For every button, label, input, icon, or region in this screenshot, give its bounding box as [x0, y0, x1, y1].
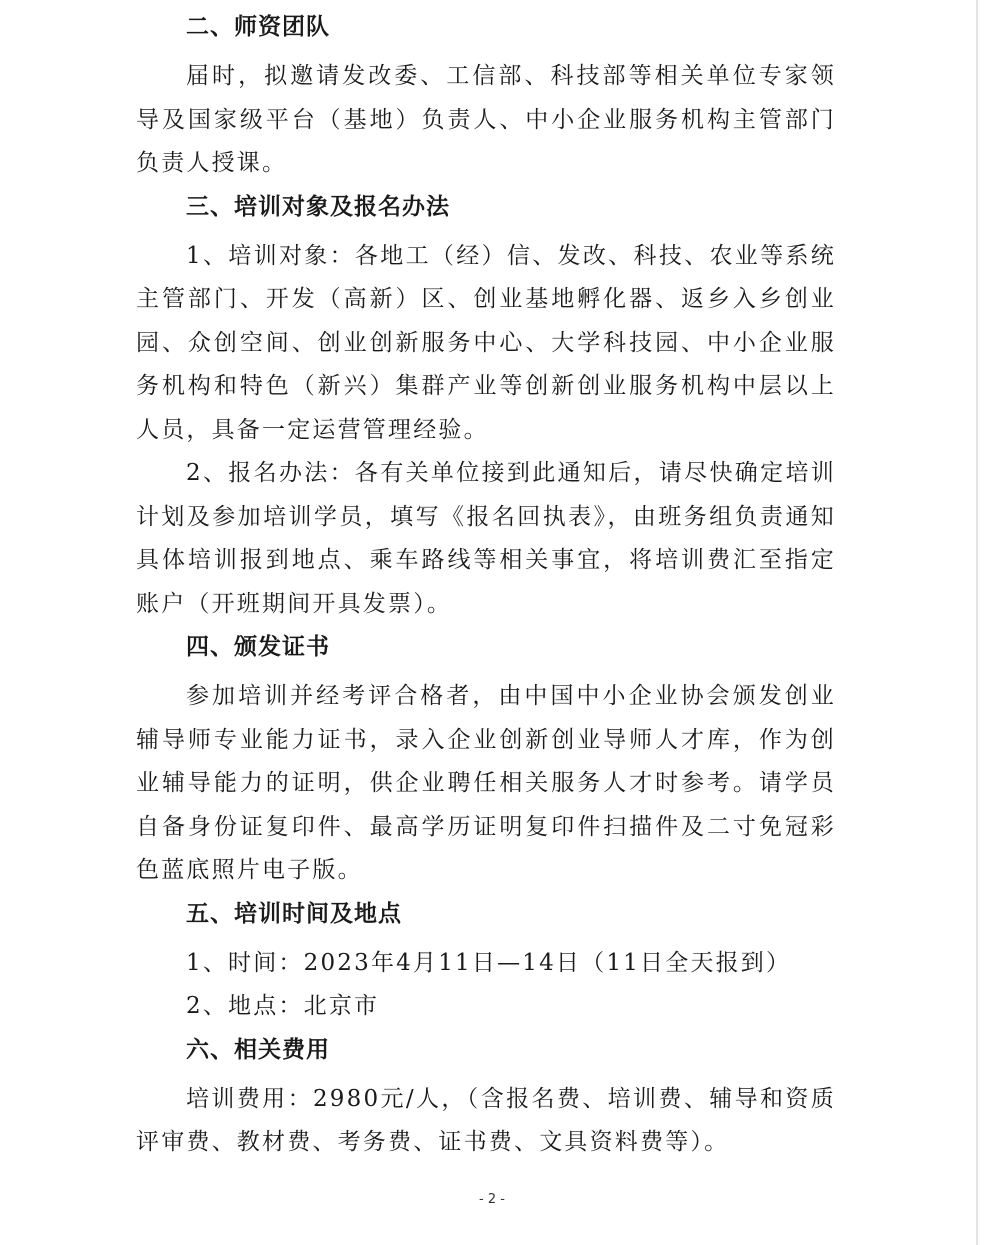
section-heading-fees: 六、相关费用: [186, 1036, 330, 1063]
paragraph-training-targets: 1、培训对象：各地工（经）信、发改、科技、农业等系统主管部门、开发（高新）区、创业基地孵化器、返乡入乡创业园、众创空间、创业创新服务中心、大学科技园、中小企业服务机构和特色（新兴）集群产业等创新创业服务机构中层以上人员，具备一定运营管理经验。: [136, 242, 836, 443]
paragraph-location: 2、地点：北京市: [186, 993, 380, 1019]
paragraph-registration-method: 2、报名办法：各有关单位接到此通知后，请尽快确定培训计划及参加培训学员，填写《报名回执表》，由班务组负责通知具体培训报到地点、乘车路线等相关事宜，将培训费汇至指定账户（开班期间开具发票）。: [136, 460, 836, 617]
section-heading-time-location: 五、培训时间及地点: [186, 900, 402, 927]
document-page: [136, 12, 836, 1165]
section-heading-faculty: 二、师资团队: [186, 14, 330, 40]
paragraph-certificate: 参加培训并经考评合格者，由中国中小企业协会颁发创业辅导师专业能力证书，录入企业创新创业导师人才库，作为创业辅导能力的证明，供企业聘任相关服务人才时参考。请学员自备身份证复印件、最高学历证明复印件扫描件及二寸免冠彩色蓝底照片电子版。: [136, 683, 836, 883]
page-edge-line: [976, 0, 978, 1245]
paragraph-time: 1、时间：2023年4月11日—14日（11日全天报到）: [186, 949, 792, 976]
page-number: - 2 -: [479, 1192, 505, 1207]
section-heading-certificate: 四、颁发证书: [186, 634, 330, 660]
section-heading-trainees-registration: 三、培训对象及报名办法: [186, 193, 450, 220]
paragraph-faculty: 届时，拟邀请发改委、工信部、科技部等相关单位专家领导及国家级平台（基地）负责人、中小企业服务机构主管部门负责人授课。: [136, 63, 836, 176]
paragraph-fees: 培训费用：2980元/人，（含报名费、培训费、辅导和资质评审费、教材费、考务费、证书费、文具资料费等）。: [136, 1085, 836, 1155]
